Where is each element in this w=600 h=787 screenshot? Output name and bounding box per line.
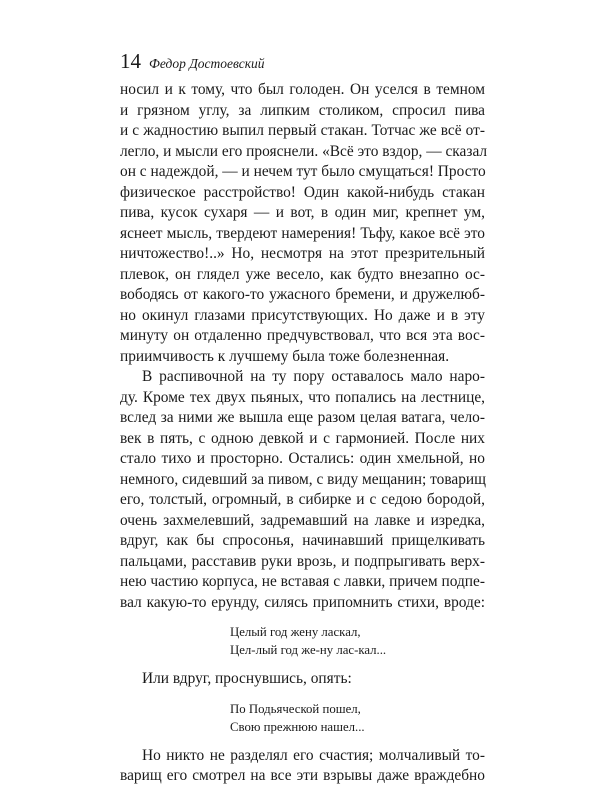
paragraph-4 [120, 746, 485, 787]
author-name: Федор Достоевский [149, 56, 265, 71]
text-line: и грязном углу, за липким столиком, спросил пива [120, 101, 485, 119]
paragraph-1 [120, 80, 488, 367]
paragraph-2 [120, 367, 485, 613]
text-line: стало тихо и просторно. Остались: один хмельной, но [120, 450, 485, 467]
text-line: В распивочной на ту пору оставалось мало наро- [142, 368, 485, 385]
text-line: его, толстый, огромный, в сибирке и с седою бородой, [120, 491, 485, 508]
text-line: вал какую-то ерунду, силясь припомнить стихи, вроде: [120, 593, 485, 611]
text-line: физическое расстройство! Один какой-нибудь стакан [120, 183, 485, 201]
text-line: Но никто не разделял его счастия; молчаливый то- [142, 746, 485, 764]
paragraph-3 [120, 669, 485, 690]
text-line: немного, сидевший за пивом, с виду мещанин; товарищ [120, 470, 486, 488]
verse-line: Целый год жену ласкал, [230, 625, 361, 639]
text-line: он с надеждой, — и нечем тут было смущаться! Просто [120, 163, 486, 180]
text-line: варищ его смотрел на все эти взрывы даже враждебно [120, 767, 485, 784]
text-line: пальцами, расставив руки врозь, и подпрыгивать верх- [120, 552, 485, 570]
page-number: 14 [120, 49, 141, 73]
text-line: ничтожество!..» Но, несмотря на этот презрительный [120, 245, 485, 262]
verse-2 [230, 700, 485, 736]
text-line: плевок, он глядел уже весело, как будто внезапно ос- [120, 265, 485, 283]
text-line: яснеет мысль, твердеют намерения! Тьфу, какое всё это [120, 224, 485, 242]
text-line: легло, и мысли его прояснели. «Всё это вздор, — сказал [120, 142, 488, 160]
verse-line: Цел-лый год же-ну лас-кал... [230, 643, 387, 657]
running-head [120, 48, 265, 74]
text-line: и с жадностию выпил первый стакан. Тотчас же всё от- [120, 122, 485, 139]
text-line: вслед за ними же вышла еще разом целая ватага, чело- [120, 409, 485, 426]
verse-line: Свою прежнюю нашел... [230, 719, 365, 734]
text-line: век в пять, с одною девкой и с гармонией. После них [120, 429, 485, 447]
verse-1 [230, 623, 485, 659]
text-line: пива, кусок сухаря — и вот, в один миг, крепнет ум, [120, 204, 485, 221]
text-line: очень захмелевший, задремавший на лавке и изредка, [120, 511, 485, 529]
text-line: минуту он отдаленно предчувствовал, что вся эта вос- [120, 327, 485, 344]
text-line: ду. Кроме тех двух пьяных, что попались на лестнице, [120, 388, 485, 406]
body-text [120, 80, 488, 787]
text-line: вдруг, как бы спросонья, начинавший прищелкивать [120, 532, 485, 549]
verse-line: По Подьяческой пошел, [230, 701, 361, 716]
text-line: но окинул глазами присутствующих. Но даже и в эту [120, 306, 485, 324]
text-line: носил и к тому, что был голоден. Он уселся в темном [120, 81, 485, 98]
text-line: приимчивость к лучшему была тоже болезненная. [120, 347, 450, 365]
text-line: нею частию корпуса, не вставая с лавки, причем подпе- [120, 573, 485, 590]
text-line: вободясь от какого-то ужасного бремени, и дружелюб- [120, 286, 485, 303]
text-line: Или вдруг, проснувшись, опять: [142, 670, 352, 687]
